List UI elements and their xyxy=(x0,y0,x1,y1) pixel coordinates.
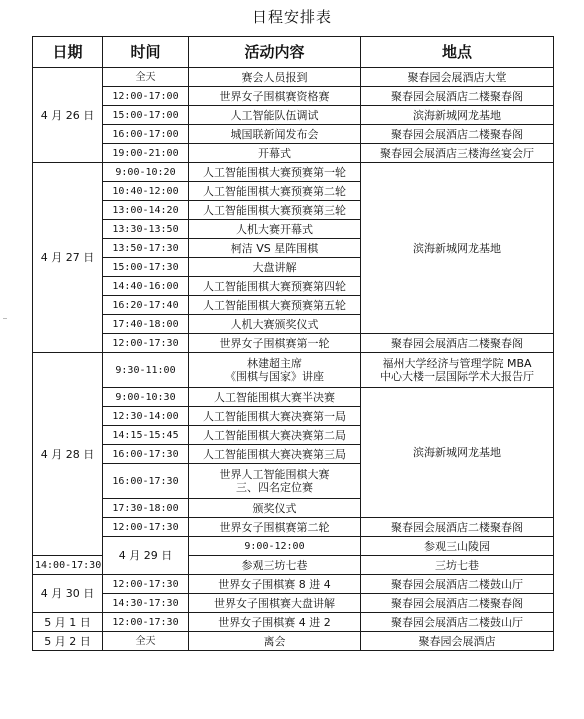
location-cell: 聚春园会展酒店二楼聚春阁 xyxy=(361,334,554,353)
date-cell: 4 月 27 日 xyxy=(33,163,103,353)
activity-cell: 城国联新闻发布会 xyxy=(189,125,361,144)
table-row xyxy=(33,353,554,388)
table-row xyxy=(33,575,554,594)
location-cell: 聚春园会展酒店 xyxy=(361,632,554,651)
page-title: 日程安排表 xyxy=(251,8,332,26)
activity-cell: 世界女子围棋赛大盘讲解 xyxy=(189,594,361,613)
date-cell: 4 月 28 日 xyxy=(33,353,103,556)
time-cell: 13:50-17:30 xyxy=(103,239,189,258)
table-row xyxy=(33,594,554,613)
location-cell: 滨海新城网龙基地 xyxy=(361,163,554,334)
activity-line: 世界人工智能围棋大赛 xyxy=(219,468,330,481)
activity-cell: 人工智能围棋大赛预赛第四轮 xyxy=(189,277,361,296)
column-header-location: 地点 xyxy=(361,37,554,68)
location-line: 福州大学经济与管理学院 MBA xyxy=(382,357,532,370)
time-cell: 9:30-11:00 xyxy=(103,353,189,388)
table-row xyxy=(33,144,554,163)
column-header-time: 时间 xyxy=(103,37,189,68)
time-cell: 12:00-17:30 xyxy=(103,334,189,353)
activity-cell: 人工智能围棋大赛半决赛 xyxy=(189,388,361,407)
activity-cell: 人机大赛开幕式 xyxy=(189,220,361,239)
table-row xyxy=(33,125,554,144)
time-cell: 10:40-12:00 xyxy=(103,182,189,201)
activity-cell: 世界女子围棋赛第一轮 xyxy=(189,334,361,353)
header-row xyxy=(33,37,554,68)
activity-cell: 世界女子围棋赛资格赛 xyxy=(189,87,361,106)
time-cell: 12:00-17:30 xyxy=(103,613,189,632)
time-cell: 17:40-18:00 xyxy=(103,315,189,334)
time-cell: 12:00-17:30 xyxy=(103,518,189,537)
activity-cell: 柯洁 VS 星阵围棋 xyxy=(189,239,361,258)
location-cell: 聚春园会展酒店大堂 xyxy=(361,68,554,87)
date-cell: 4 月 30 日 xyxy=(33,575,103,613)
activity-line: 林建超主席 xyxy=(247,357,302,370)
time-cell: 13:30-13:50 xyxy=(103,220,189,239)
activity-cell: 开幕式 xyxy=(189,144,361,163)
time-cell: 17:30-18:00 xyxy=(103,499,189,518)
location-cell: 滨海新城网龙基地 xyxy=(361,106,554,125)
activity-cell: 人工智能围棋大赛预赛第二轮 xyxy=(189,182,361,201)
time-cell: 15:00-17:30 xyxy=(103,258,189,277)
time-cell: 12:00-17:00 xyxy=(103,87,189,106)
time-cell: 12:30-14:00 xyxy=(103,407,189,426)
activity-cell: 颁奖仪式 xyxy=(189,499,361,518)
time-cell: 14:00-17:30 xyxy=(33,556,103,575)
location-cell: 三坊七巷 xyxy=(361,556,554,575)
date-cell: 4 月 26 日 xyxy=(33,68,103,163)
activity-cell: 世界女子围棋赛 8 进 4 xyxy=(189,575,361,594)
location-cell: 聚春园会展酒店二楼聚春阁 xyxy=(361,594,554,613)
table-row xyxy=(33,518,554,537)
time-cell: 13:00-14:20 xyxy=(103,201,189,220)
location-cell: 滨海新城网龙基地 xyxy=(361,388,554,518)
column-header-activity: 活动内容 xyxy=(189,37,361,68)
column-header-date: 日期 xyxy=(33,37,103,68)
location-line: 中心大楼一层国际学术大报告厅 xyxy=(380,370,534,383)
activity-cell: 离会 xyxy=(189,632,361,651)
date-cell: 4 月 29 日 xyxy=(103,537,189,575)
activity-cell: 人工智能围棋大赛预赛第一轮 xyxy=(189,163,361,182)
location-cell: 聚春园会展酒店二楼聚春阁 xyxy=(361,125,554,144)
time-cell: 16:00-17:30 xyxy=(103,464,189,499)
table-row xyxy=(33,334,554,353)
date-cell: 5 月 2 日 xyxy=(33,632,103,651)
table-row xyxy=(33,613,554,632)
activity-cell: 人工智能围棋大赛决赛第一局 xyxy=(189,407,361,426)
activity-cell xyxy=(189,353,361,388)
time-cell: 全天 xyxy=(103,632,189,651)
activity-cell: 人工智能队伍调试 xyxy=(189,106,361,125)
activity-line: 《围棋与国家》讲座 xyxy=(225,370,324,383)
activity-line: 三、四名定位赛 xyxy=(236,481,313,494)
activity-cell: 人工智能围棋大赛决赛第二局 xyxy=(189,426,361,445)
table-row xyxy=(33,87,554,106)
activity-cell: 世界女子围棋赛 4 进 2 xyxy=(189,613,361,632)
edge-mark xyxy=(3,318,7,319)
location-cell: 聚春园会展酒店三楼海丝宴会厅 xyxy=(361,144,554,163)
activity-cell: 大盘讲解 xyxy=(189,258,361,277)
time-cell: 16:20-17:40 xyxy=(103,296,189,315)
table-row xyxy=(33,106,554,125)
time-cell: 14:15-15:45 xyxy=(103,426,189,445)
table-row xyxy=(33,388,554,407)
time-cell: 全天 xyxy=(103,68,189,87)
time-cell: 9:00-12:00 xyxy=(189,537,361,556)
time-cell: 15:00-17:00 xyxy=(103,106,189,125)
table-row xyxy=(33,632,554,651)
table-row xyxy=(33,163,554,182)
time-cell: 9:00-10:30 xyxy=(103,388,189,407)
activity-cell xyxy=(189,464,361,499)
location-cell xyxy=(361,353,554,388)
table-row xyxy=(33,68,554,87)
location-cell: 聚春园会展酒店二楼聚春阁 xyxy=(361,87,554,106)
activity-cell: 赛会人员报到 xyxy=(189,68,361,87)
location-cell: 聚春园会展酒店二楼鼓山厅 xyxy=(361,613,554,632)
table-row xyxy=(33,537,554,556)
time-cell: 16:00-17:30 xyxy=(103,445,189,464)
activity-cell: 人工智能围棋大赛决赛第三局 xyxy=(189,445,361,464)
date-cell: 5 月 1 日 xyxy=(33,613,103,632)
activity-cell: 人工智能围棋大赛预赛第三轮 xyxy=(189,201,361,220)
time-cell: 19:00-21:00 xyxy=(103,144,189,163)
time-cell: 14:40-16:00 xyxy=(103,277,189,296)
location-cell: 聚春园会展酒店二楼鼓山厅 xyxy=(361,575,554,594)
time-cell: 12:00-17:30 xyxy=(103,575,189,594)
activity-cell: 参观三山陵园 xyxy=(361,537,554,556)
activity-cell: 世界女子围棋赛第二轮 xyxy=(189,518,361,537)
activity-cell: 人工智能围棋大赛预赛第五轮 xyxy=(189,296,361,315)
location-cell: 聚春园会展酒店二楼聚春阁 xyxy=(361,518,554,537)
schedule-table xyxy=(32,36,554,651)
activity-cell: 人机大赛颁奖仪式 xyxy=(189,315,361,334)
time-cell: 9:00-10:20 xyxy=(103,163,189,182)
time-cell: 14:30-17:30 xyxy=(103,594,189,613)
time-cell: 16:00-17:00 xyxy=(103,125,189,144)
activity-cell: 参观三坊七巷 xyxy=(189,556,361,575)
